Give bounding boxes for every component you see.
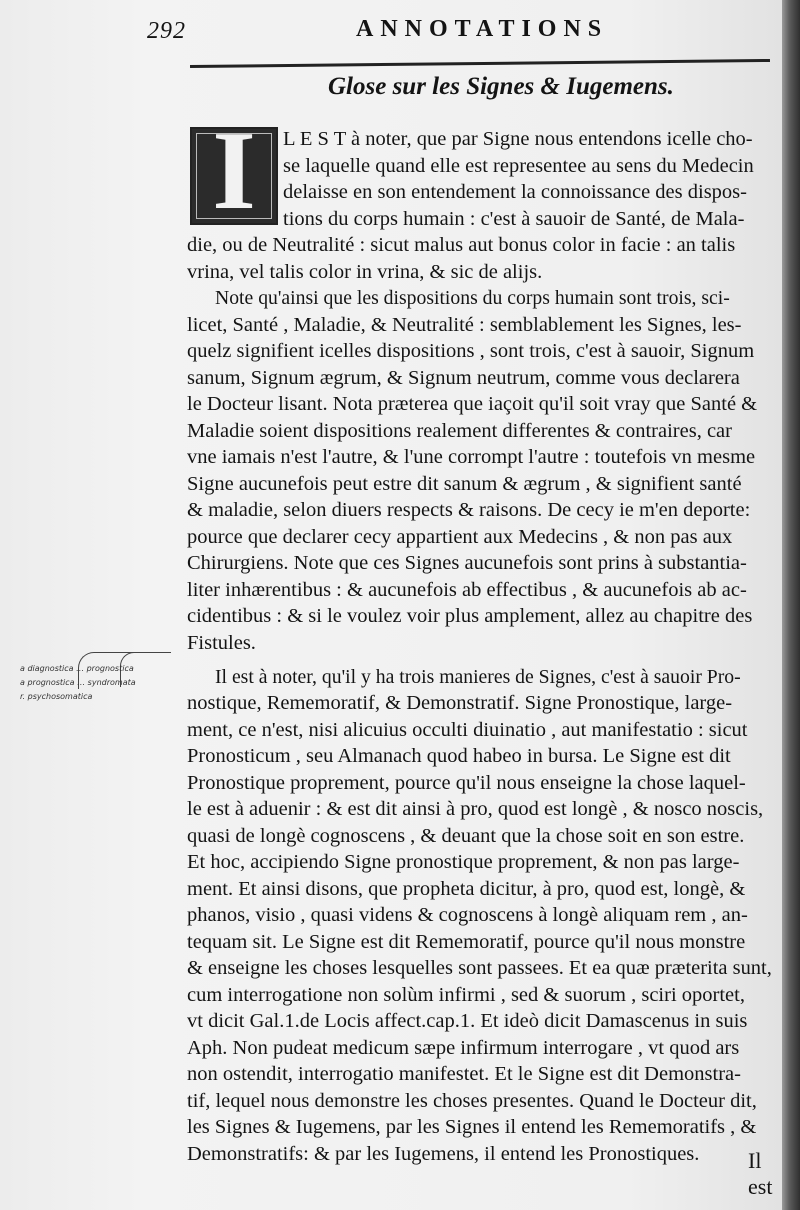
text-line: ment. Et ainsi disons, que propheta dicitur, à pro, quod est, longè, & [187, 877, 746, 900]
text-line: Chirurgiens. Note que ces Signes aucunefois sont prins à substantia- [187, 552, 747, 574]
text-line: & maladie, selon diuers respects & raisons. De cecy ie m'en deporte: [187, 499, 751, 521]
section-title: Glose sur les Signes & Iugemens. [328, 73, 674, 100]
margin-note-line: a diagnostica … prognostica [20, 664, 134, 673]
ornamental-initial [190, 127, 278, 225]
text-line: les Signes & Iugemens, par les Signes il entend les Rememoratifs , & [187, 1116, 757, 1138]
margin-note-line: r. psychosomatica [20, 692, 93, 701]
text-line: delaisse en son entendement la connoissance des dispos- [283, 181, 747, 203]
text-line: phanos, visio , quasi videns & cognoscens à longè aliquam rem , an- [187, 904, 748, 926]
catchword: Il est [748, 1148, 773, 1199]
text-line: vt dicit Gal.1.de Locis affect.cap.1. Et ideò dicit Damascenus in suis [187, 1010, 748, 1032]
text-line: & enseigne les choses lesquelles sont passees. Et ea quæ præterita sunt, [187, 957, 772, 979]
text-line: Et hoc, accipiendo Signe pronostique proprement, & non pas large- [187, 851, 740, 873]
text-line: Fistules. [187, 631, 256, 654]
page-edge-shadow [782, 0, 800, 1210]
text-line: L E S T à noter, que par Signe nous entendons icelle cho- [283, 128, 753, 150]
text-line: Maladie soient dispositions realement differentes & contraires, car [187, 419, 732, 442]
text-line: Signe aucunefois peut estre dit sanum & ægrum , & signifient santé [187, 472, 742, 495]
text-line: liter inhærentibus : & aucunefois ab effectibus , & aucunefois ab ac- [187, 578, 747, 601]
text-line: Note qu'ainsi que les dispositions du corps humain sont trois, sci- [215, 287, 730, 309]
text-line: cidentibus : & si le voulez voir plus amplement, allez au chapitre des [187, 605, 753, 627]
page-number: 292 [147, 18, 186, 44]
text-line: le est à aduenir : & est dit ainsi à pro, quod est longè , & nosco noscis, [187, 798, 764, 820]
handwritten-margin-note [20, 652, 220, 712]
text-line: die, ou de Neutralité : sicut malus aut bonus color in facie : an talis [187, 234, 736, 256]
text-line: sanum, Signum ægrum, & Signum neutrum, comme vous declarera [187, 366, 740, 389]
header-rule [190, 59, 770, 68]
text-line: le Docteur lisant. Nota præterea que iaçoit qu'il soit vray que Santé & [187, 393, 758, 415]
text-line: pource que declarer cecy appartient aux Medecins , & non pas aux [187, 525, 733, 548]
text-line: cum interrogatione non solùm infirmi , sed & suorum , sciri oportet, [187, 983, 745, 1006]
text-line: licet, Santé , Maladie, & Neutralité : semblablement les Signes, les- [187, 313, 742, 336]
text-line: Il est à noter, qu'il y ha trois manieres de Signes, c'est à sauoir Pro- [215, 665, 741, 688]
text-line: Demonstratifs: & par les Iugemens, il entend les Pronostiques. [187, 1142, 700, 1165]
text-line: non ostendit, interrogatio manifestet. Et le Signe est dit Demonstra- [187, 1063, 741, 1085]
text-line: quelz signifient icelles dispositions , sont trois, c'est à sauoir, Signum [187, 340, 755, 362]
running-title: ANNOTATIONS [356, 16, 609, 42]
text-line: nostique, Rememoratif, & Demonstratif. Signe Pronostique, large- [187, 692, 733, 714]
text-line: tif, lequel nous demonstre les choses presentes. Quand le Docteur dit, [187, 1089, 757, 1112]
margin-note-line: a prognostica … syndromata [20, 678, 136, 687]
text-line: vrina, vel talis color in vrina, & sic de alijs. [187, 260, 543, 283]
initial-letter: I [212, 127, 256, 225]
text-line: ment, ce n'est, nisi alicuius occulti diuinatio , aut manifestatio : sicut [187, 718, 748, 741]
text-line: Pronosticum , seu Almanach quod habeo in bursa. Le Signe est dit [187, 745, 731, 767]
text-line: tequam sit. Le Signe est dit Rememoratif, pource qu'il nous monstre [187, 930, 746, 953]
text-line: se laquelle quand elle est representee au sens du Medecin [283, 154, 754, 177]
text-line: Aph. Non pudeat medicum sæpe infirmum interrogare , vt quod ars [187, 1036, 740, 1059]
text-line: Pronostique proprement, pource qu'il nous enseigne la chose laquel- [187, 771, 746, 794]
text-line: quasi de longè cognoscens , & deuant que la chose soit en son estre. [187, 824, 745, 847]
text-line: tions du corps humain : c'est à sauoir de Santé, de Mala- [283, 207, 745, 230]
text-line: vne iamais n'est l'autre, & l'une corrompt l'autre : toutefois vn mesme [187, 446, 756, 468]
